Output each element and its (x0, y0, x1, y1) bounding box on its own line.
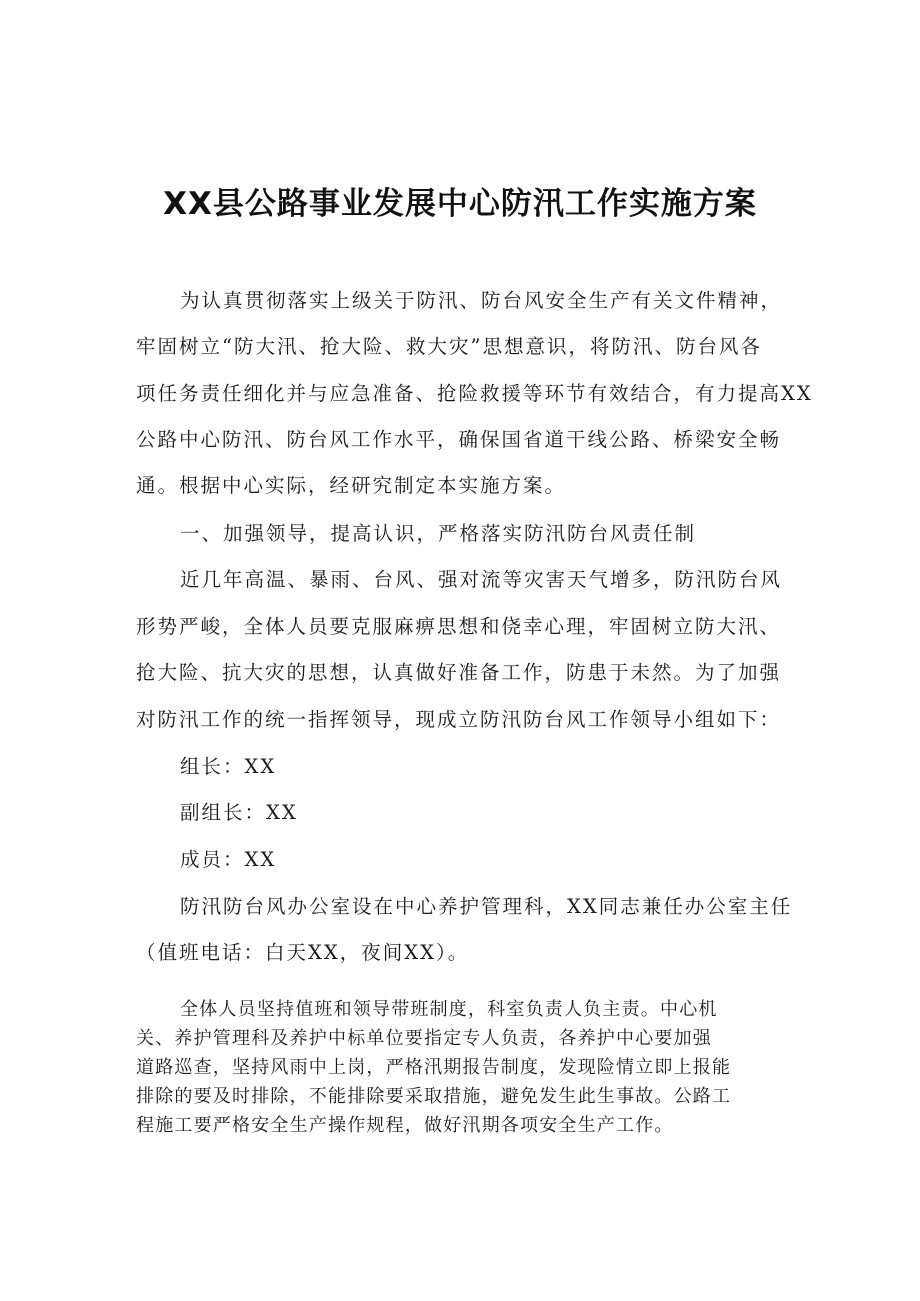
paragraph-line: 牢固树立“防大汛、抢大险、救大灾”思想意识，将防汛、防台风各 (136, 335, 762, 358)
paragraph-line: 公路中心防汛、防台风工作水平，确保国省道干线公路、桥梁安全畅 (136, 428, 782, 451)
paragraph-line: 关、养护管理科及养护中标单位要指定专人负责，各养护中心要加强 (136, 1028, 712, 1049)
paragraph-line: 抢大险、抗大灾的思想，认真做好准备工作，防患于未然。为了加强 (136, 661, 782, 684)
paragraph-line: 形势严峻，全体人员要克服麻痹思想和侥幸心理，牢固树立防大汛、 (136, 615, 782, 638)
paragraph-line: 防汛防台风办公室设在中心养护管理科，XX同志兼任办公室主任 (180, 895, 793, 918)
deputy-leader-line: 副组长：XX (180, 801, 298, 824)
paragraph-line: 项任务责任细化并与应急准备、抢险救援等环节有效结合，有力提高XX (136, 382, 813, 405)
paragraph-line: 全体人员坚持值班和领导带班制度，科室负责人负主责。中心机 (180, 999, 718, 1020)
paragraph-line: （值班电话：白天XX，夜间XX）。 (136, 941, 470, 964)
paragraph-line: 程施工要严格安全生产操作规程，做好汛期各项安全生产工作。 (136, 1115, 674, 1136)
paragraph-line: 对防汛工作的统一指挥领导，现成立防汛防台风工作领导小组如下： (136, 708, 782, 731)
section-heading: 一、加强领导，提高认识，严格落实防汛防台风责任制 (180, 522, 697, 545)
document-title: XX县公路事业发展中心防汛工作实施方案 (163, 186, 757, 222)
paragraph-line: 通。根据中心实际，经研究制定本实施方案。 (136, 474, 567, 497)
members-line: 成员：XX (180, 848, 277, 871)
paragraph-line: 道路巡查，坚持风雨中上岗，严格汛期报告制度，发现险情立即上报能 (136, 1057, 732, 1078)
paragraph-line: 近几年高温、暴雨、台风、强对流等灾害天气增多，防汛防台风 (180, 568, 783, 591)
paragraph-line: 排除的要及时排除，不能排除要采取措施，避免发生此生事故。公路工 (136, 1086, 732, 1107)
group-leader-line: 组长：XX (180, 755, 277, 778)
paragraph-line: 为认真贯彻落实上级关于防汛、防台风安全生产有关文件精神， (180, 289, 783, 312)
